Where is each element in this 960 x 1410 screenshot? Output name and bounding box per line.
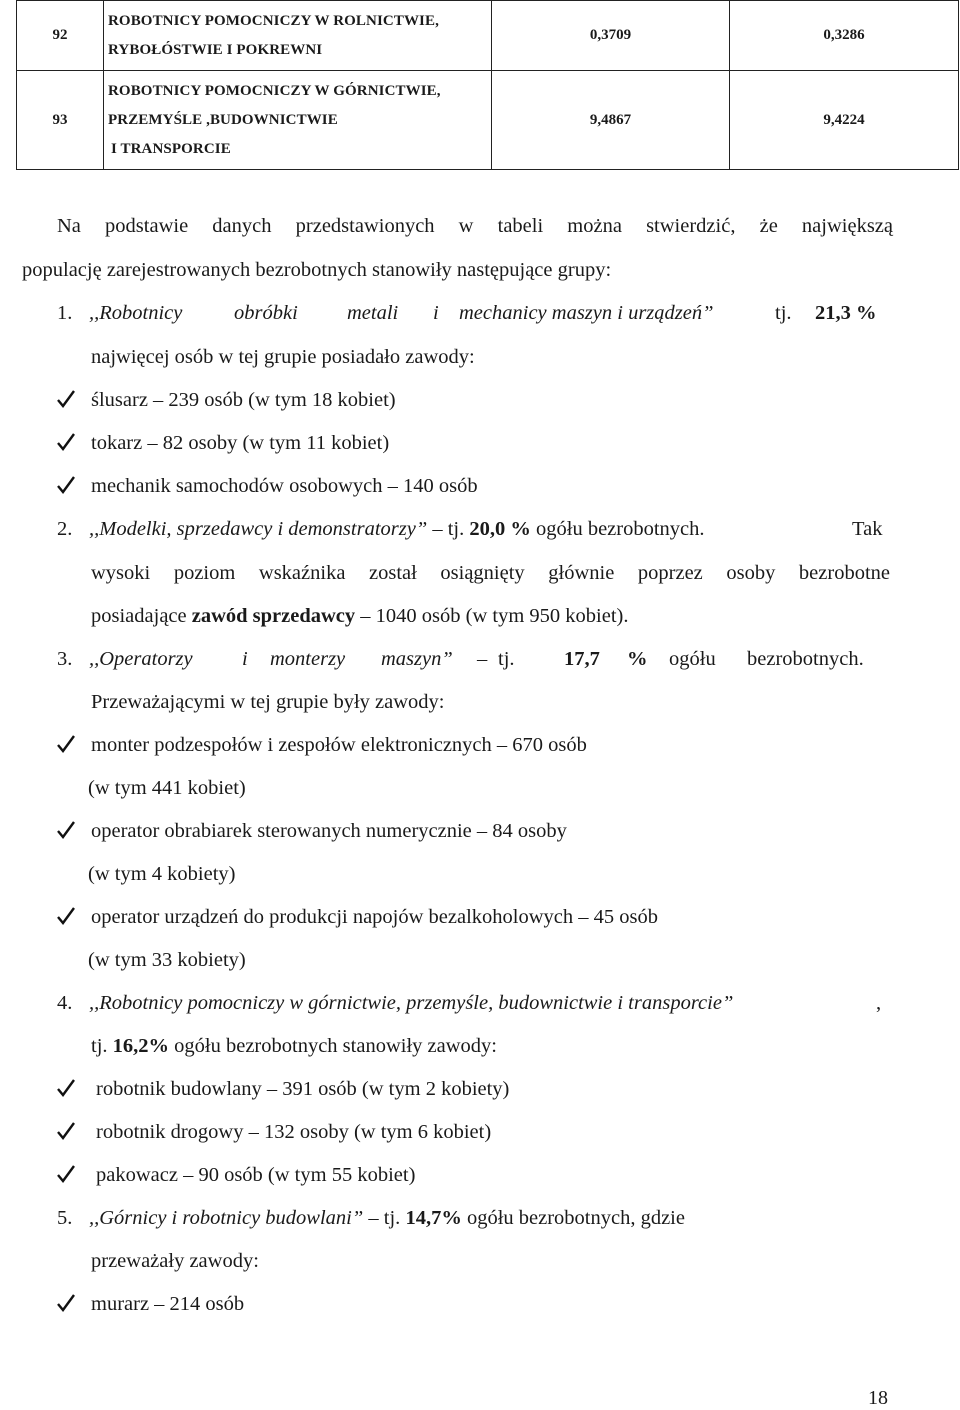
- checkmark-icon: [56, 1077, 76, 1101]
- row-group-name-line: ROBOTNICY POMOCNICZY W GÓRNICTWIE,: [108, 82, 441, 99]
- list-item-note: (w tym 441 kobiet): [88, 777, 246, 799]
- row-value-2: 0,3286: [730, 1, 959, 71]
- row-code: 92: [17, 1, 104, 71]
- list-item-note: (w tym 4 kobiety): [88, 863, 236, 885]
- intro-line: Na podstawie danych przedstawionych w tabeli można stwierdzić, że największą: [57, 215, 893, 237]
- group-percent: 14,7%: [405, 1207, 462, 1229]
- list-item: pakowacz – 90 osób (w tym 55 kobiet): [96, 1164, 416, 1186]
- group-text: ogółu bezrobotnych, gdzie: [461, 1207, 685, 1229]
- row-group-name: [104, 1, 492, 71]
- group-number: 4.: [57, 992, 73, 1014]
- group-title-word: i: [433, 302, 439, 324]
- group-title-word: monterzy: [270, 648, 346, 670]
- group-number: 3.: [57, 648, 73, 670]
- group-title: ,,Górnicy i robotnicy budowlani”: [89, 1207, 364, 1229]
- intro-line: populację zarejestrowanych bezrobotnych stanowiły następujące grupy:: [22, 259, 612, 281]
- row-value-1: 0,3709: [492, 1, 730, 71]
- group-subtitle: przeważały zawody:: [91, 1250, 259, 1272]
- group-title-word: maszyn”: [381, 648, 453, 670]
- group-tj: – tj.: [427, 518, 470, 540]
- group-tj: tj.: [91, 1035, 113, 1057]
- group-subtitle: Przeważającymi w tej grupie były zawody:: [91, 691, 445, 713]
- group-title-word: ,,Operatorzy: [89, 648, 193, 670]
- list-item: operator urządzeń do produkcji napojów bezalkoholowych – 45 osób: [91, 906, 659, 928]
- statistics-table: [16, 0, 959, 170]
- group-title-word: metali: [347, 302, 399, 324]
- table-row: [17, 71, 959, 170]
- checkmark-icon: [56, 1163, 76, 1187]
- group-tj: tj.: [775, 302, 792, 324]
- list-item: murarz – 214 osób: [91, 1293, 245, 1315]
- group-text: bezrobotnych.: [747, 648, 864, 670]
- group-percent: 20,0 %: [469, 518, 531, 540]
- row-group-name-line: ROBOTNICY POMOCNICZY W ROLNICTWIE,: [108, 12, 439, 29]
- row-value-2: 9,4224: [730, 71, 959, 170]
- group-text: ogółu bezrobotnych stanowiły zawody:: [169, 1035, 497, 1057]
- list-item: tokarz – 82 osoby (w tym 11 kobiet): [91, 432, 390, 454]
- checkmark-icon: [56, 905, 76, 929]
- group-subtitle: najwięcej osób w tej grupie posiadało zawody:: [91, 346, 475, 368]
- group-number: 1.: [57, 302, 73, 324]
- row-code: 93: [17, 71, 104, 170]
- group-percent: 21,3 %: [815, 302, 877, 324]
- table-row: [17, 1, 959, 71]
- group-number: 2.: [57, 518, 73, 540]
- group-tj: – tj.: [363, 1207, 406, 1229]
- page-number: 18: [868, 1387, 888, 1409]
- row-value-1: 9,4867: [492, 71, 730, 170]
- group-line: [89, 517, 705, 541]
- group-title-word: mechanicy maszyn i urządzeń”: [459, 302, 714, 324]
- group-text: Tak: [852, 518, 883, 540]
- group-text: ,: [876, 992, 882, 1014]
- list-item: mechanik samochodów osobowych – 140 osób: [91, 475, 478, 497]
- group-tj: tj.: [498, 648, 515, 670]
- checkmark-icon: [56, 819, 76, 843]
- row-group-name-line: I TRANSPORCIE: [111, 140, 231, 157]
- row-group-name-line: RYBOŁÓSTWIE I POKREWNI: [108, 41, 323, 58]
- group-title: ,,Modelki, sprzedawcy i demonstratorzy”: [89, 518, 428, 540]
- group-title-word: obróbki: [234, 302, 298, 324]
- group-text-line: [91, 1034, 497, 1058]
- group-text: ogółu: [669, 648, 716, 670]
- group-percent-sign: %: [627, 648, 648, 670]
- group-title: ,,Robotnicy pomocniczy w górnictwie, przemyśle, budownictwie i transporcie”: [89, 992, 734, 1014]
- list-item: ślusarz – 239 osób (w tym 18 kobiet): [91, 389, 396, 411]
- checkmark-icon: [56, 1120, 76, 1144]
- row-group-name-line: PRZEMYŚLE ,BUDOWNICTWIE: [108, 111, 338, 128]
- group-percent: 16,2%: [112, 1035, 170, 1057]
- group-title-word: i: [242, 648, 248, 670]
- checkmark-icon: [56, 388, 76, 412]
- list-item: robotnik drogowy – 132 osoby (w tym 6 kobiet): [96, 1121, 492, 1143]
- checkmark-icon: [56, 1292, 76, 1316]
- group-text: ogółu bezrobotnych.: [530, 518, 705, 540]
- group-dash: –: [477, 648, 488, 670]
- checkmark-icon: [56, 474, 76, 498]
- group-number: 5.: [57, 1207, 73, 1229]
- checkmark-icon: [56, 733, 76, 757]
- group-text-line: [91, 604, 629, 628]
- group-title-word: ,,Robotnicy: [89, 302, 183, 324]
- list-item: robotnik budowlany – 391 osób (w tym 2 kobiety): [96, 1078, 510, 1100]
- list-item: operator obrabiarek sterowanych numerycznie – 84 osoby: [91, 820, 567, 842]
- group-text: posiadające: [91, 605, 192, 627]
- checkmark-icon: [56, 431, 76, 455]
- list-item: monter podzespołów i zespołów elektronicznych – 670 osób: [91, 734, 587, 756]
- group-text: wysoki poziom wskaźnika został osiągnięty głównie poprzez osoby bezrobotne: [91, 562, 890, 584]
- group-percent: 17,7: [564, 648, 600, 670]
- highlight-occupation: zawód sprzedawcy: [191, 605, 356, 627]
- group-text: – 1040 osób (w tym 950 kobiet).: [355, 605, 629, 627]
- list-item-note: (w tym 33 kobiety): [88, 949, 246, 971]
- group-line: [89, 1206, 685, 1230]
- row-group-name: [104, 71, 492, 170]
